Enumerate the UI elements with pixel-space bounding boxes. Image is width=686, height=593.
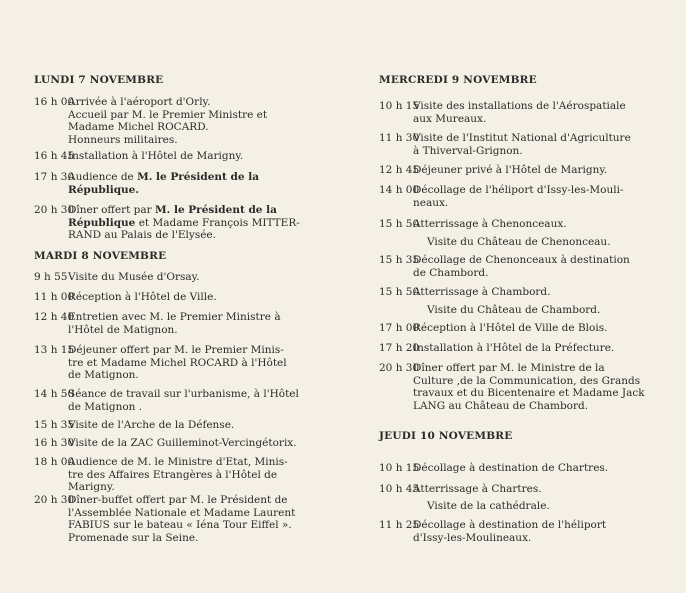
entry-note: Visite du Château de Chambord. xyxy=(427,304,601,316)
desc-line: RAND au Palais de l'Elysée. xyxy=(68,229,216,241)
desc-line: Décollage de l'héliport d'Issy-les-Mouli- xyxy=(413,184,624,196)
desc-line: Marigny. xyxy=(68,481,115,493)
desc-line: aux Mureaux. xyxy=(413,112,487,125)
entry-description xyxy=(413,342,661,355)
entry-description xyxy=(68,291,316,304)
entry-description xyxy=(68,456,316,494)
entry-description xyxy=(68,150,316,163)
entry-time: 15 h 35 xyxy=(379,254,420,266)
desc-line: Visite des installations de l'Aérospatiale xyxy=(413,100,626,112)
entry-time: 10 h 15 xyxy=(379,100,420,112)
desc-line: Visite de l'Institut National d'Agriculture xyxy=(413,132,631,144)
entry-time: 20 h 30 xyxy=(34,494,75,506)
entry-time: 20 h 30 xyxy=(34,204,75,216)
desc-line: Promenade sur la Seine. xyxy=(68,531,199,544)
entry-time: 12 h 40 xyxy=(34,311,75,323)
entry-time: 11 h 30 xyxy=(379,132,420,144)
day-heading-lundi: LUNDI 7 NOVEMBRE xyxy=(34,74,164,86)
desc-line: l'Assemblée Nationale et Madame Laurent xyxy=(68,506,296,519)
entry-note: Visite du Château de Chenonceau. xyxy=(427,236,611,248)
desc-line: Atterrissage à Chenonceaux. xyxy=(413,218,567,230)
entry-description xyxy=(68,388,316,413)
entry-description xyxy=(413,286,661,299)
entry-time: 16 h 30 xyxy=(34,437,75,449)
desc-line: tre des Affaires Etrangères à l'Hôtel de xyxy=(68,468,278,481)
desc-line xyxy=(68,204,316,217)
desc-line: Déjeuner offert par M. le Premier Minis- xyxy=(68,344,284,356)
desc-line: Décollage à destination de Chartres. xyxy=(413,462,609,474)
entry-time: 16 h 45 xyxy=(34,150,75,162)
day-heading-mardi: MARDI 8 NOVEMBRE xyxy=(34,250,167,262)
desc-text: Audience de xyxy=(68,171,138,183)
desc-line: Visite de la ZAC Guilleminot-Vercingétorix. xyxy=(68,437,297,449)
desc-line: travaux et du Bicentenaire et Madame Jack xyxy=(413,387,645,399)
entry-note: Visite de la cathédrale. xyxy=(427,500,550,512)
entry-description xyxy=(68,271,316,284)
entry-time: 9 h 55 xyxy=(34,271,68,283)
desc-text: Dîner offert par xyxy=(68,204,156,216)
desc-line: Dîner offert par M. le Ministre de la xyxy=(413,362,605,374)
entry-time: 17 h 00 xyxy=(379,322,420,334)
entry-description xyxy=(413,218,661,231)
entry-time: 11 h 00 xyxy=(34,291,75,303)
desc-line: Visite de l'Arche de la Défense. xyxy=(68,419,235,431)
desc-bold-line: République. xyxy=(68,183,140,196)
entry-description xyxy=(413,519,661,544)
entry-description xyxy=(413,483,661,496)
entry-time: 10 h 15 xyxy=(379,462,420,474)
entry-time: 15 h 50 xyxy=(379,218,420,230)
entry-description xyxy=(68,204,316,242)
entry-time: 11 h 25 xyxy=(379,519,420,531)
day-heading-jeudi: JEUDI 10 NOVEMBRE xyxy=(379,430,513,442)
entry-time: 14 h 50 xyxy=(34,388,75,400)
entry-description xyxy=(413,322,661,335)
day-heading-mercredi: MERCREDI 9 NOVEMBRE xyxy=(379,74,537,86)
desc-line: neaux. xyxy=(413,196,449,209)
entry-time: 17 h 30 xyxy=(34,171,75,183)
desc-bold-text: République xyxy=(68,216,136,229)
entry-time: 15 h 35 xyxy=(34,419,75,431)
entry-time: 16 h 00 xyxy=(34,96,75,108)
desc-line: Décollage de Chenonceaux à destination xyxy=(413,254,630,266)
entry-description xyxy=(413,362,661,412)
entry-description xyxy=(413,462,661,475)
entry-description xyxy=(413,164,661,177)
entry-time: 13 h 15 xyxy=(34,344,75,356)
entry-description xyxy=(413,100,661,125)
entry-description xyxy=(68,344,316,382)
entry-description xyxy=(68,171,316,196)
entry-description xyxy=(413,132,661,157)
entry-time: 10 h 45 xyxy=(379,483,420,495)
entry-description xyxy=(68,311,316,336)
desc-line: Réception à l'Hôtel de Ville. xyxy=(68,291,217,303)
desc-line: Séance de travail sur l'urbanisme, à l'Hôtel xyxy=(68,388,299,400)
desc-line: Accueil par M. le Premier Ministre et xyxy=(68,108,268,121)
desc-line: de Matignon. xyxy=(68,369,139,381)
entry-description xyxy=(68,96,316,146)
desc-line: Culture ,de la Communication, des Grands xyxy=(413,374,641,387)
entry-time: 20 h 30 xyxy=(379,362,420,374)
desc-line: Audience de M. le Ministre d'Etat, Minis- xyxy=(68,456,288,468)
desc-line: d'Issy-les-Moulineaux. xyxy=(413,531,532,544)
desc-line: Arrivée à l'aéroport d'Orly. xyxy=(68,96,211,108)
desc-line: Dîner-buffet offert par M. le Président de xyxy=(68,494,288,506)
desc-line: Madame Michel ROCARD. xyxy=(68,121,209,133)
desc-text: et Madame François MITTER- xyxy=(135,216,300,229)
desc-line: de Matignon . xyxy=(68,400,143,413)
desc-line: FABIUS sur le bateau « Iéna Tour Eiffel ». xyxy=(68,519,292,531)
entry-description xyxy=(68,419,316,432)
entry-description xyxy=(413,184,661,209)
entry-time: 14 h 00 xyxy=(379,184,420,196)
desc-line: Installation à l'Hôtel de la Préfecture. xyxy=(413,342,615,354)
desc-line: Réception à l'Hôtel de Ville de Blois. xyxy=(413,322,608,334)
desc-line: Atterrissage à Chartres. xyxy=(413,483,542,495)
entry-time: 17 h 20 xyxy=(379,342,420,354)
desc-line: Visite du Musée d'Orsay. xyxy=(68,271,200,283)
entry-time: 18 h 00 xyxy=(34,456,75,468)
entry-description xyxy=(68,437,316,450)
desc-line: l'Hôtel de Matignon. xyxy=(68,323,178,336)
desc-line: Déjeuner privé à l'Hôtel de Marigny. xyxy=(413,164,608,176)
desc-line xyxy=(68,217,316,230)
desc-line: tre et Madame Michel ROCARD à l'Hôtel xyxy=(68,356,287,369)
desc-bold-text: M. le Président de la xyxy=(137,171,260,183)
entry-description xyxy=(413,254,661,279)
desc-line: Décollage à destination de l'héliport xyxy=(413,519,607,531)
entry-time: 12 h 45 xyxy=(379,164,420,176)
entry-time: 15 h 50 xyxy=(379,286,420,298)
desc-line: à Thiverval-Grignon. xyxy=(413,144,523,157)
desc-line: de Chambord. xyxy=(413,266,489,279)
desc-line: Atterrissage à Chambord. xyxy=(413,286,551,298)
desc-line: Entretien avec M. le Premier Ministre à xyxy=(68,311,281,323)
desc-line: Honneurs militaires. xyxy=(68,133,178,146)
entry-description xyxy=(68,494,316,544)
desc-line: Installation à l'Hôtel de Marigny. xyxy=(68,150,244,162)
desc-line: LANG au Château de Chambord. xyxy=(413,399,589,412)
desc-line xyxy=(68,171,316,184)
desc-bold-text: M. le Président de la xyxy=(155,204,277,216)
